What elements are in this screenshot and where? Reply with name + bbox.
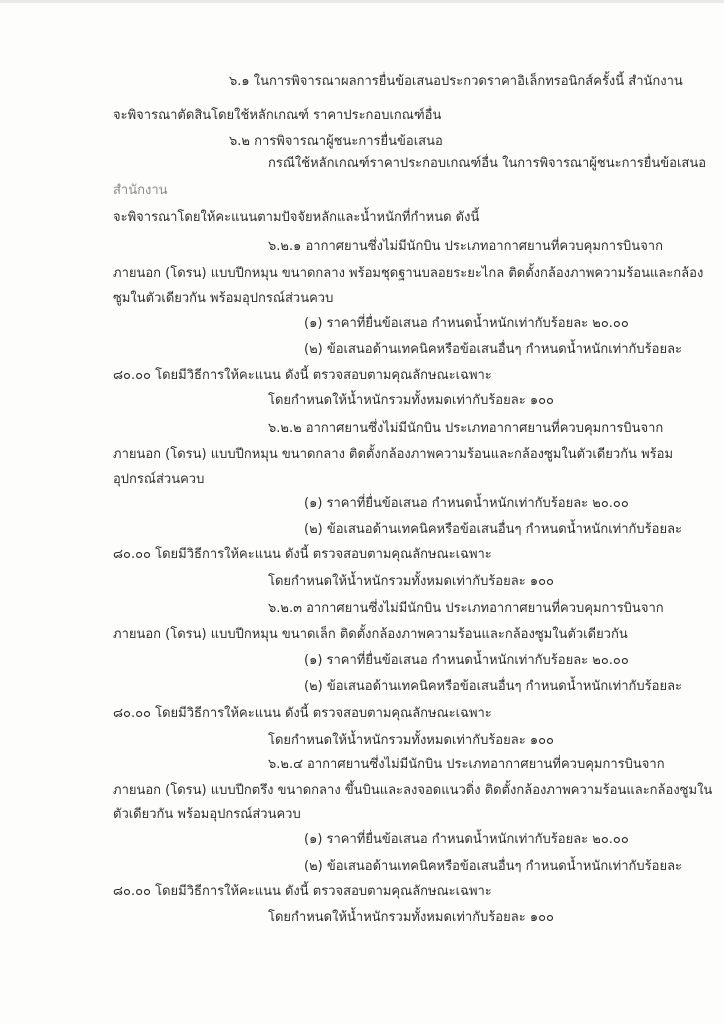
item-6-2-3-criterion-1: (๑) ราคาที่ยื่นข้อเสนอ กำหนดน้ำหนักเท่ากับร้อยละ ๒๐.๐๐	[304, 653, 629, 668]
clause-6-2-intro-continued: จะพิจารณาโดยให้คะแนนตามปัจจัยหลักและน้ำหนักที่กำหนด ดังนี้	[113, 210, 480, 225]
item-6-2-2-scoring: ๘๐.๐๐ โดยมีวิธีการให้คะแนน ดังนี้ ตรวจสอบตามคุณลักษณะเฉพาะ	[113, 547, 492, 562]
item-6-2-4-heading: ๖.๒.๔ อากาศยานซึ่งไม่มีนักบิน ประเภทอากาศยานที่ควบคุมการบินจาก	[268, 757, 665, 772]
scan-edge	[0, 0, 724, 3]
item-6-2-2-criterion-1: (๑) ราคาที่ยื่นข้อเสนอ กำหนดน้ำหนักเท่ากับร้อยละ ๒๐.๐๐	[304, 496, 629, 511]
clause-6-1-continued: จะพิจารณาตัดสินโดยใช้หลักเกณฑ์ ราคาประกอบเกณฑ์อื่น	[113, 108, 442, 123]
clause-6-2-intro-faint: สำนักงาน	[113, 183, 168, 198]
item-6-2-2-total: โดยกำหนดให้น้ำหนักรวมทั้งหมดเท่ากับร้อยละ ๑๐๐	[268, 574, 554, 589]
clause-6-1: ๖.๑ ในการพิจารณาผลการยื่นข้อเสนอประกวดราคาอิเล็กทรอนิกส์ครั้งนี้ สำนักงาน	[229, 74, 683, 89]
item-6-2-1-heading: ๖.๒.๑ อากาศยานซึ่งไม่มีนักบิน ประเภทอากาศยานที่ควบคุมการบินจาก	[268, 239, 663, 254]
item-6-2-2-heading: ๖.๒.๒ อากาศยานซึ่งไม่มีนักบิน ประเภทอากาศยานที่ควบคุมการบินจาก	[268, 421, 664, 436]
item-6-2-3-total: โดยกำหนดให้น้ำหนักรวมทั้งหมดเท่ากับร้อยละ ๑๐๐	[268, 733, 554, 748]
item-6-2-4-description: ภายนอก (โดรน) แบบปีกตรึง ขนาดกลาง ขึ้นบินและลงจอดแนวดิ่ง ติดตั้งกล้องภาพความร้อนและกล้องซูมใน	[113, 783, 713, 798]
item-6-2-1-criterion-1: (๑) ราคาที่ยื่นข้อเสนอ กำหนดน้ำหนักเท่ากับร้อยละ ๒๐.๐๐	[304, 316, 629, 331]
clause-6-2-intro: กรณีใช้หลักเกณฑ์ราคาประกอบเกณฑ์อื่น ในการพิจารณาผู้ชนะการยื่นข้อเสนอ	[268, 156, 707, 171]
item-6-2-3-criterion-2: (๒) ข้อเสนอด้านเทคนิคหรือข้อเสนอื่นๆ กำหนดน้ำหนักเท่ากับร้อยละ	[304, 679, 683, 694]
item-6-2-2-criterion-2: (๒) ข้อเสนอด้านเทคนิคหรือข้อเสนอื่นๆ กำหนดน้ำหนักเท่ากับร้อยละ	[304, 522, 683, 537]
item-6-2-1-description: ภายนอก (โดรน) แบบปีกหมุน ขนาดกลาง พร้อมชุดฐานบลอยระยะไกล ติดตั้งกล้องภาพความร้อนและกล้อง	[113, 266, 704, 281]
item-6-2-3-heading: ๖.๒.๓ อากาศยานซึ่งไม่มีนักบิน ประเภทอากาศยานที่ควบคุมการบินจาก	[268, 601, 664, 616]
item-6-2-1-criterion-2: (๒) ข้อเสนอด้านเทคนิคหรือข้อเสนอื่นๆ กำหนดน้ำหนักเท่ากับร้อยละ	[304, 342, 683, 357]
item-6-2-2-description-end: อุปกรณ์ส่วนควบ	[113, 472, 205, 487]
item-6-2-3-scoring: ๘๐.๐๐ โดยมีวิธีการให้คะแนน ดังนี้ ตรวจสอบตามคุณลักษณะเฉพาะ	[113, 706, 492, 721]
item-6-2-2-description: ภายนอก (โดรน) แบบปีกหมุน ขนาดกลาง ติดตั้งกล้องภาพความร้อนและกล้องซูมในตัวเดียวกัน พร้อม	[113, 447, 674, 462]
item-6-2-4-description-end: ตัวเดียวกัน พร้อมอุปกรณ์ส่วนควบ	[113, 807, 301, 822]
item-6-2-4-total: โดยกำหนดให้น้ำหนักรวมทั้งหมดเท่ากับร้อยละ ๑๐๐	[268, 910, 554, 925]
item-6-2-4-criterion-1: (๑) ราคาที่ยื่นข้อเสนอ กำหนดน้ำหนักเท่ากับร้อยละ ๒๐.๐๐	[304, 832, 629, 847]
item-6-2-1-description-end: ซูมในตัวเดียวกัน พร้อมอุปกรณ์ส่วนควบ	[113, 291, 334, 306]
item-6-2-4-criterion-2: (๒) ข้อเสนอด้านเทคนิคหรือข้อเสนอื่นๆ กำหนดน้ำหนักเท่ากับร้อยละ	[304, 859, 683, 874]
item-6-2-3-description: ภายนอก (โดรน) แบบปีกหมุน ขนาดเล็ก ติดตั้งกล้องภาพความร้อนและกล้องซูมในตัวเดียวกัน	[113, 627, 628, 642]
item-6-2-1-scoring: ๘๐.๐๐ โดยมีวิธีการให้คะแนน ดังนี้ ตรวจสอบตามคุณลักษณะเฉพาะ	[113, 368, 492, 383]
item-6-2-1-total: โดยกำหนดให้น้ำหนักรวมทั้งหมดเท่ากับร้อยละ ๑๐๐	[268, 393, 554, 408]
item-6-2-4-scoring: ๘๐.๐๐ โดยมีวิธีการให้คะแนน ดังนี้ ตรวจสอบตามคุณลักษณะเฉพาะ	[113, 884, 492, 899]
clause-6-2-heading: ๖.๒ การพิจารณาผู้ชนะการยื่นข้อเสนอ	[229, 134, 443, 149]
